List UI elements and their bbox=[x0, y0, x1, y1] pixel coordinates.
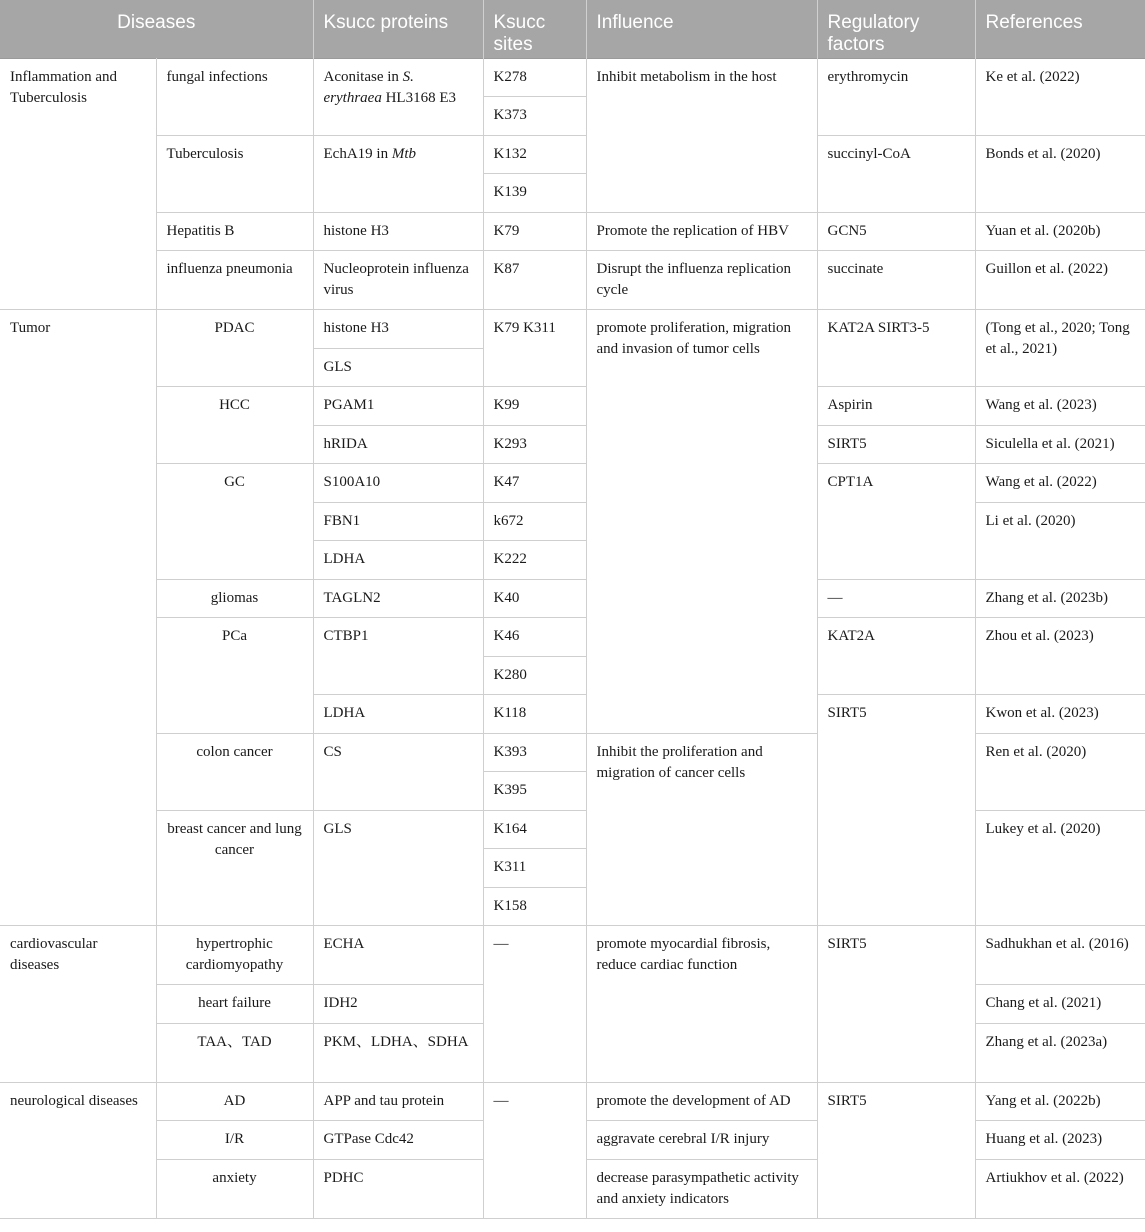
disease-cell: Tuberculosis bbox=[156, 135, 313, 212]
site-cell: — bbox=[483, 1082, 586, 1218]
site-cell: K280 bbox=[483, 656, 586, 695]
site-cell: K395 bbox=[483, 772, 586, 811]
reference-cell: Ren et al. (2020) bbox=[975, 733, 1145, 810]
regulator-cell: SIRT5 bbox=[817, 695, 975, 926]
table-row bbox=[0, 251, 1145, 310]
protein-text: EchA19 in bbox=[323, 145, 392, 162]
site-cell: K139 bbox=[483, 174, 586, 213]
reference-cell: Guillon et al. (2022) bbox=[975, 251, 1145, 310]
site-cell: — bbox=[483, 926, 586, 1083]
protein-cell: CTBP1 bbox=[313, 618, 483, 695]
disease-cell: breast cancer and lung cancer bbox=[156, 810, 313, 926]
site-cell: K47 bbox=[483, 464, 586, 503]
influence-cell: aggravate cerebral I/R injury bbox=[586, 1121, 817, 1160]
table-row bbox=[0, 464, 1145, 503]
reference-cell: Wang et al. (2023) bbox=[975, 387, 1145, 426]
table-row bbox=[0, 58, 1145, 97]
disease-cell: PDAC bbox=[156, 310, 313, 387]
influence-cell: Disrupt the influenza replication cycle bbox=[586, 251, 817, 310]
disease-cell: influenza pneumonia bbox=[156, 251, 313, 310]
protein-cell: GTPase Cdc42 bbox=[313, 1121, 483, 1160]
category-cell: cardiovascular diseases bbox=[0, 926, 156, 1083]
reference-cell: Ke et al. (2022) bbox=[975, 58, 1145, 135]
category-cell: Inflammation and Tuberculosis bbox=[0, 58, 156, 310]
protein-text: HL3168 E3 bbox=[381, 89, 456, 106]
header-diseases: Diseases bbox=[0, 0, 313, 58]
category-cell: Tumor bbox=[0, 310, 156, 926]
influence-cell: promote the development of AD bbox=[586, 1082, 817, 1121]
site-cell: K373 bbox=[483, 97, 586, 136]
site-cell: K222 bbox=[483, 541, 586, 580]
influence-cell: decrease parasympathetic activity and anxiety indicators bbox=[586, 1159, 817, 1218]
header-regulatory: Regulatory factors bbox=[817, 0, 975, 58]
protein-cell: PGAM1 bbox=[313, 387, 483, 426]
header-proteins: Ksucc proteins bbox=[313, 0, 483, 58]
species-name: S. erythraea bbox=[323, 68, 414, 106]
table-row bbox=[0, 387, 1145, 426]
site-cell: K87 bbox=[483, 251, 586, 310]
influence-cell: promote myocardial fibrosis, reduce cardiac function bbox=[586, 926, 817, 1083]
reference-cell: Zhang et al. (2023a) bbox=[975, 1023, 1145, 1082]
regulator-cell: CPT1A bbox=[817, 464, 975, 580]
reference-cell: Zhang et al. (2023b) bbox=[975, 579, 1145, 618]
protein-cell: APP and tau protein bbox=[313, 1082, 483, 1121]
disease-cell: hypertrophic cardiomyopathy bbox=[156, 926, 313, 985]
site-cell: K293 bbox=[483, 425, 586, 464]
disease-cell: heart failure bbox=[156, 985, 313, 1024]
reference-cell: Bonds et al. (2020) bbox=[975, 135, 1145, 212]
regulator-cell: succinate bbox=[817, 251, 975, 310]
reference-cell: Yuan et al. (2020b) bbox=[975, 212, 1145, 251]
disease-cell: Hepatitis B bbox=[156, 212, 313, 251]
reference-cell: (Tong et al., 2020; Tong et al., 2021) bbox=[975, 310, 1145, 387]
protein-cell: LDHA bbox=[313, 695, 483, 734]
reference-cell: Siculella et al. (2021) bbox=[975, 425, 1145, 464]
disease-cell: GC bbox=[156, 464, 313, 580]
regulator-cell: GCN5 bbox=[817, 212, 975, 251]
protein-cell: Nucleoprotein influenza virus bbox=[313, 251, 483, 310]
influence-cell: Promote the replication of HBV bbox=[586, 212, 817, 251]
influence-cell: promote proliferation, migration and invasion of tumor cells bbox=[586, 310, 817, 734]
reference-cell: Sadhukhan et al. (2016) bbox=[975, 926, 1145, 985]
site-cell: K118 bbox=[483, 695, 586, 734]
category-cell: neurological diseases bbox=[0, 1082, 156, 1218]
influence-cell: Inhibit metabolism in the host bbox=[586, 58, 817, 212]
disease-cell: I/R bbox=[156, 1121, 313, 1160]
site-cell: k672 bbox=[483, 502, 586, 541]
header-influence: Influence bbox=[586, 0, 817, 58]
site-cell: K158 bbox=[483, 887, 586, 926]
reference-cell: Lukey et al. (2020) bbox=[975, 810, 1145, 926]
regulator-cell: succinyl-CoA bbox=[817, 135, 975, 212]
regulator-cell: SIRT5 bbox=[817, 1082, 975, 1218]
regulator-cell: KAT2A bbox=[817, 618, 975, 695]
reference-cell: Yang et al. (2022b) bbox=[975, 1082, 1145, 1121]
protein-cell: GLS bbox=[313, 348, 483, 387]
regulator-cell: Aspirin bbox=[817, 387, 975, 426]
protein-cell bbox=[313, 135, 483, 212]
site-cell: K79 bbox=[483, 212, 586, 251]
site-cell: K278 bbox=[483, 58, 586, 97]
protein-text: Aconitase in bbox=[323, 68, 403, 85]
site-cell: K164 bbox=[483, 810, 586, 849]
header-sites: Ksucc sites bbox=[483, 0, 586, 58]
header-references: References bbox=[975, 0, 1145, 58]
protein-cell: LDHA bbox=[313, 541, 483, 580]
reference-cell: Chang et al. (2021) bbox=[975, 985, 1145, 1024]
protein-cell: FBN1 bbox=[313, 502, 483, 541]
protein-cell: hRIDA bbox=[313, 425, 483, 464]
reference-cell: Zhou et al. (2023) bbox=[975, 618, 1145, 695]
table-row bbox=[0, 212, 1145, 251]
table-row bbox=[0, 618, 1145, 657]
reference-cell: Li et al. (2020) bbox=[975, 502, 1145, 579]
disease-cell: AD bbox=[156, 1082, 313, 1121]
reference-cell: Wang et al. (2022) bbox=[975, 464, 1145, 503]
reference-cell: Kwon et al. (2023) bbox=[975, 695, 1145, 734]
table-row bbox=[0, 1082, 1145, 1121]
header-row bbox=[0, 0, 1145, 58]
reference-cell: Huang et al. (2023) bbox=[975, 1121, 1145, 1160]
site-cell: K40 bbox=[483, 579, 586, 618]
influence-cell: Inhibit the proliferation and migration of cancer cells bbox=[586, 733, 817, 926]
table-row bbox=[0, 135, 1145, 174]
reference-cell: Artiukhov et al. (2022) bbox=[975, 1159, 1145, 1218]
disease-cell: colon cancer bbox=[156, 733, 313, 810]
disease-cell: TAA、TAD bbox=[156, 1023, 313, 1082]
regulator-cell: SIRT5 bbox=[817, 926, 975, 1083]
site-cell: K46 bbox=[483, 618, 586, 657]
regulator-cell: erythromycin bbox=[817, 58, 975, 135]
protein-cell: PDHC bbox=[313, 1159, 483, 1218]
disease-cell: HCC bbox=[156, 387, 313, 464]
protein-cell: CS bbox=[313, 733, 483, 810]
regulator-cell: SIRT5 bbox=[817, 425, 975, 464]
protein-cell: ECHA bbox=[313, 926, 483, 985]
site-cell: K99 bbox=[483, 387, 586, 426]
site-cell: K393 bbox=[483, 733, 586, 772]
protein-cell: PKM、LDHA、SDHA bbox=[313, 1023, 483, 1082]
table-row bbox=[0, 579, 1145, 618]
protein-cell: histone H3 bbox=[313, 310, 483, 349]
regulator-cell: — bbox=[817, 579, 975, 618]
table-row bbox=[0, 926, 1145, 985]
table-row bbox=[0, 310, 1145, 349]
protein-cell: histone H3 bbox=[313, 212, 483, 251]
regulator-cell: KAT2A SIRT3-5 bbox=[817, 310, 975, 387]
protein-cell: TAGLN2 bbox=[313, 579, 483, 618]
disease-cell: fungal infections bbox=[156, 58, 313, 135]
site-cell: K132 bbox=[483, 135, 586, 174]
site-cell: K79 K311 bbox=[483, 310, 586, 387]
site-cell: K311 bbox=[483, 849, 586, 888]
protein-cell: IDH2 bbox=[313, 985, 483, 1024]
species-name: Mtb bbox=[391, 145, 416, 162]
protein-cell: S100A10 bbox=[313, 464, 483, 503]
protein-cell: GLS bbox=[313, 810, 483, 926]
protein-cell bbox=[313, 58, 483, 135]
disease-cell: PCa bbox=[156, 618, 313, 734]
disease-cell: gliomas bbox=[156, 579, 313, 618]
disease-cell: anxiety bbox=[156, 1159, 313, 1218]
